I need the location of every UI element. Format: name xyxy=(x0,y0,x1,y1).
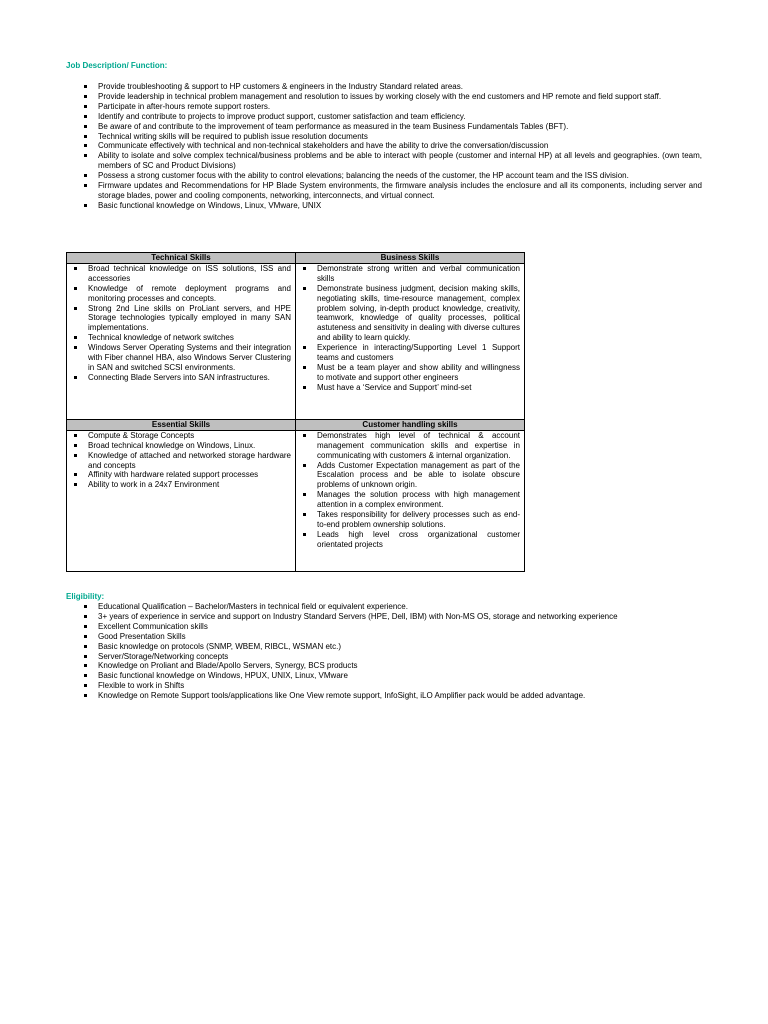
list-item: Provide troubleshooting & support to HP customers & engineers in the Industry Standard related areas. xyxy=(76,82,702,92)
technical-skills-header: Technical Skills xyxy=(67,253,296,264)
list-item: Connecting Blade Servers into SAN infrastructures. xyxy=(71,373,291,383)
list-item: Ability to work in a 24x7 Environment xyxy=(71,480,291,490)
business-skills-header: Business Skills xyxy=(296,253,525,264)
technical-skills-cell xyxy=(67,263,296,419)
list-item: Demonstrates high level of technical & account management communication skills and expertise in communicating with customers & internal organization. xyxy=(300,431,520,461)
list-item: Affinity with hardware related support processes xyxy=(71,470,291,480)
job-description-heading: Job Description/ Function: xyxy=(66,61,168,70)
list-item: Takes responsibility for delivery processes such as end-to-end problem ownership solutions. xyxy=(300,510,520,530)
job-description-list xyxy=(76,82,702,211)
list-item: Communicate effectively with technical and non-technical stakeholders and have the ability to drive the conversation/discussion xyxy=(76,141,702,151)
list-item: Windows Server Operating Systems and their integration with Fiber channel HBA, also Windows Server Clustering in SAN and switched SCSI environments. xyxy=(71,343,291,373)
list-item: Knowledge of remote deployment programs and monitoring processes and concepts. xyxy=(71,284,291,304)
list-item: Educational Qualification – Bachelor/Masters in technical field or equivalent experience. xyxy=(76,602,702,612)
list-item: Technical knowledge of network switches xyxy=(71,333,291,343)
list-item: Flexible to work in Shifts xyxy=(76,681,702,691)
eligibility-heading: Eligibility: xyxy=(66,592,105,601)
customer-handling-skills-cell xyxy=(296,430,525,571)
list-item: Leads high level cross organizational customer orientated projects xyxy=(300,530,520,550)
list-item: Demonstrate business judgment, decision making skills, negotiating skills, time-resource management, complex problem solving, in-depth product knowledge, creativity, teamwork, knowledge of quality processes, political astuteness and sensitivity in dealing with diverse cultures and ability to learn quickly. xyxy=(300,284,520,343)
list-item: Possess a strong customer focus with the ability to control elevations; balancing the needs of the customer, the HP account team and the ISS division. xyxy=(76,171,702,181)
list-item: Participate in after-hours remote support rosters. xyxy=(76,102,702,112)
business-skills-cell xyxy=(296,263,525,419)
eligibility-list xyxy=(76,602,702,701)
list-item: Basic functional knowledge on Windows, Linux, VMware, UNIX xyxy=(76,201,702,211)
list-item: Broad technical knowledge on Windows, Linux. xyxy=(71,441,291,451)
skills-table xyxy=(66,252,525,572)
list-item: Server/Storage/Networking concepts xyxy=(76,652,702,662)
list-item: Basic functional knowledge on Windows, HPUX, UNIX, Linux, VMware xyxy=(76,671,702,681)
list-item: Technical writing skills will be required to publish issue resolution documents xyxy=(76,132,702,142)
list-item: Ability to isolate and solve complex technical/business problems and be able to interact with people (customer and internal HP) at all levels and geographies. (own team, members of SC and Product Divisions) xyxy=(76,151,702,171)
list-item: Must be a team player and show ability and willingness to motivate and support other engineers xyxy=(300,363,520,383)
list-item: Demonstrate strong written and verbal communication skills xyxy=(300,264,520,284)
list-item: Knowledge of attached and networked storage hardware and concepts xyxy=(71,451,291,471)
list-item: Identify and contribute to projects to improve product support, customer satisfaction and team efficiency. xyxy=(76,112,702,122)
list-item: Provide leadership in technical problem management and resolution to issues by working closely with the end customers and HP remote and field support staff. xyxy=(76,92,702,102)
list-item: Strong 2nd Line skills on ProLiant servers, and HPE Storage technologies typically employed in many SAN implementations. xyxy=(71,304,291,334)
essential-skills-cell xyxy=(67,430,296,571)
list-item: Manages the solution process with high management attention in a complex environment. xyxy=(300,490,520,510)
list-item: Experience in interacting/Supporting Level 1 Support teams and customers xyxy=(300,343,520,363)
list-item: 3+ years of experience in service and support on Industry Standard Servers (HPE, Dell, IBM) with Non-MS OS, storage and networking experience xyxy=(76,612,702,622)
list-item: Knowledge on Remote Support tools/applications like One View remote support, InfoSight, iLO Amplifier pack would be added advantage. xyxy=(76,691,702,701)
customer-handling-skills-header: Customer handling skills xyxy=(296,419,525,430)
list-item: Good Presentation Skills xyxy=(76,632,702,642)
list-item: Broad technical knowledge on ISS solutions, ISS and accessories xyxy=(71,264,291,284)
list-item: Be aware of and contribute to the improvement of team performance as measured in the team Business Fundamentals Tables (BFT). xyxy=(76,122,702,132)
list-item: Firmware updates and Recommendations for HP Blade System environments, the firmware analysis includes the enclosure and all its components, including server and storage blades, power and cooling components, networking, interconnects, and virtual connect. xyxy=(76,181,702,201)
list-item: Adds Customer Expectation management as part of the Escalation process and be able to isolate obscure problems of unknown origin. xyxy=(300,461,520,491)
list-item: Knowledge on Proliant and Blade/Apollo Servers, Synergy, BCS products xyxy=(76,661,702,671)
essential-skills-header: Essential Skills xyxy=(67,419,296,430)
list-item: Excellent Communication skills xyxy=(76,622,702,632)
list-item: Must have a ‘Service and Support’ mind-set xyxy=(300,383,520,393)
list-item: Basic knowledge on protocols (SNMP, WBEM, RIBCL, WSMAN etc.) xyxy=(76,642,702,652)
list-item: Compute & Storage Concepts xyxy=(71,431,291,441)
